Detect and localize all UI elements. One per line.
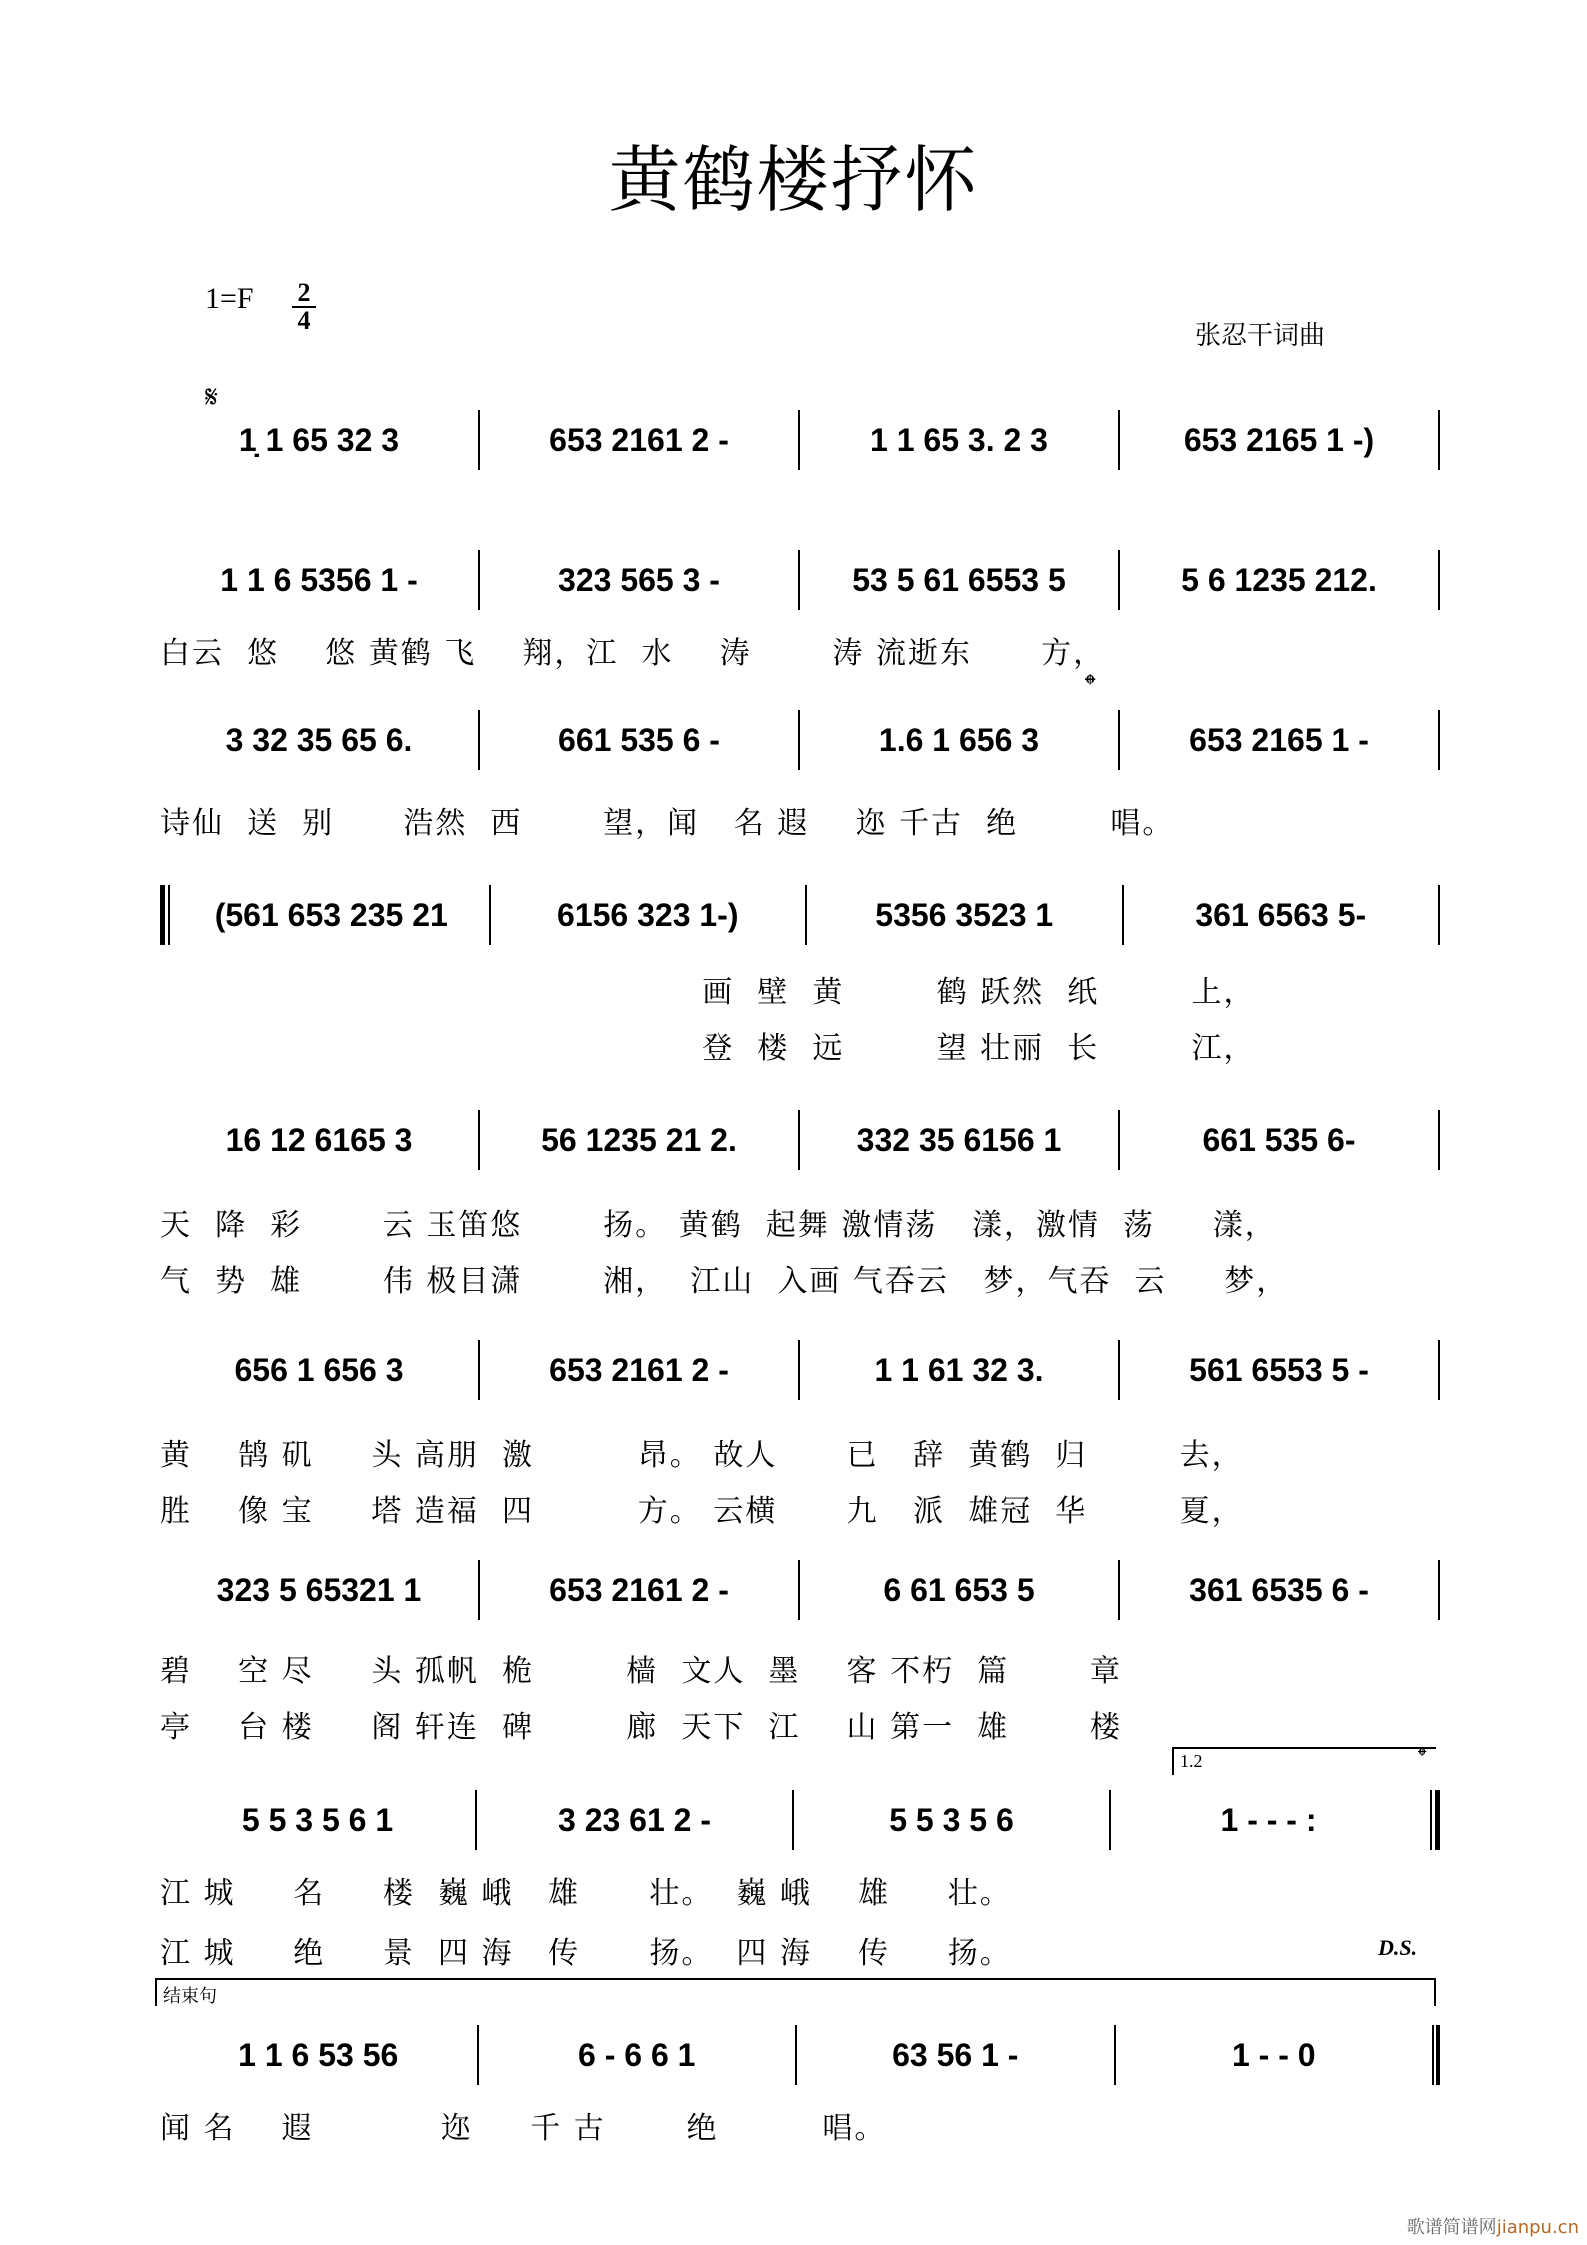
ending-bracket	[155, 1978, 1436, 2006]
time-numerator: 2	[292, 280, 316, 308]
measure-row	[160, 1340, 1440, 1400]
measure: 361 6535 6 -	[1189, 1571, 1369, 1608]
measure-row	[160, 410, 1440, 470]
lyric-line-verse-2: 胜 像 宝 塔 造福 四 方。 云横 九 派 雄冠 华 夏，	[160, 1494, 1244, 1529]
system-1	[160, 410, 1440, 470]
measure: 16 12 6165 3	[225, 1121, 413, 1158]
measure: 3 23 61 2 -	[558, 1801, 711, 1838]
measure-row	[160, 710, 1440, 770]
measure: 5356 3523 1	[875, 896, 1054, 933]
system-2	[160, 550, 1440, 671]
system-3	[160, 710, 1440, 841]
lyric-line-verse-1: 江 城 名 楼 巍 峨 雄 壮。 巍 峨 雄 壮。	[160, 1876, 1012, 1911]
system-7	[160, 1560, 1440, 1745]
lyric-line: 诗仙 送 别 浩然 西 望，闻 名 遐 迩 千古 绝 唱。	[160, 806, 1175, 841]
key-text: 1=F	[205, 282, 254, 315]
system-9	[160, 2025, 1440, 2146]
measure: 1 - - - :	[1220, 1801, 1317, 1838]
measure-row	[160, 1790, 1440, 1850]
lyric-line-verse-2: 登 楼 远 望 壮丽 长 江，	[160, 1031, 1256, 1066]
measure-row	[160, 2025, 1440, 2085]
lyric-line-verse-2: 气 势 雄 伟 极目潇 湘， 江山 入画 气吞云 梦，气吞 云 梦，	[160, 1264, 1289, 1299]
volta-bracket	[1172, 1747, 1436, 1775]
measure: 6156 323 1-)	[557, 896, 739, 933]
watermark	[1407, 2213, 1579, 2239]
watermark-en: jianpu.cn	[1496, 2217, 1579, 2238]
time-denominator: 4	[297, 306, 311, 335]
measure: 653 2165 1 -)	[1183, 421, 1375, 458]
measure-row	[160, 885, 1440, 945]
coda-icon: 𝄌	[1418, 1742, 1427, 1770]
measure: 53 5 61 6553 5	[852, 561, 1066, 598]
measure: 1 1 6 5356 1 -	[220, 561, 418, 598]
measure: 5 6 1235 212.	[1181, 561, 1377, 598]
time-signature	[292, 280, 316, 334]
ending-label: 结束句	[163, 1986, 217, 2006]
composer-credit: 张忍干词曲	[1195, 321, 1326, 351]
measure-row	[160, 550, 1440, 610]
measure: 6 - 6 6 1	[578, 2036, 696, 2073]
coda-icon: 𝄌	[1085, 668, 1096, 703]
measure: 1 - - 0	[1231, 2036, 1316, 2073]
barline	[1438, 885, 1440, 945]
lyric-line-verse-2: 江 城 绝 景 四 海 传 扬。 四 海 传 扬。	[160, 1936, 1012, 1971]
measure: 1 1 6 53 56	[238, 2036, 399, 2073]
measure: 3 32 35 65 6.	[225, 721, 413, 758]
barline	[1438, 710, 1440, 770]
measure: 653 2161 2 -	[549, 421, 729, 458]
repeat-start-barline	[160, 885, 174, 945]
lyric-line-verse-2: 亭 台 楼 阁 轩连 碑 廊 天下 江 山 第一 雄 楼	[160, 1710, 1122, 1745]
lyric-line-verse-1: 天 降 彩 云 玉笛悠 扬。 黄鹤 起舞 激情荡 漾，激情 荡 漾，	[160, 1208, 1277, 1243]
lyric-line-verse-1: 画 壁 黄 鹤 跃然 纸 上，	[160, 975, 1256, 1010]
measure: 1 1 61 32 3.	[874, 1351, 1044, 1388]
final-barline	[1432, 2025, 1440, 2085]
measure: 361 6563 5-	[1195, 896, 1367, 933]
measure-row	[160, 1110, 1440, 1170]
system-5	[160, 1110, 1440, 1299]
barline	[1438, 1110, 1440, 1170]
system-4	[160, 885, 1440, 1066]
measure: 1.6 1 656 3	[878, 721, 1040, 758]
key-signature	[205, 282, 254, 316]
measure: 6 61 653 5	[883, 1571, 1035, 1608]
measure: 653 2165 1 -	[1189, 721, 1369, 758]
song-title: 黄鹤楼抒怀	[608, 138, 979, 222]
repeat-end-barline	[1426, 1790, 1440, 1850]
lyric-line: 白云 悠 悠 黄鹤 飞 翔，江 水 涛 涛 流逝东 方，	[160, 636, 1106, 671]
measure: 5 5 3 5 6 1	[241, 1801, 394, 1838]
system-6	[160, 1340, 1440, 1529]
barline	[1438, 1560, 1440, 1620]
barline	[1438, 410, 1440, 470]
volta-label: 1.2	[1180, 1751, 1203, 1771]
measure: (561 653 235 21	[214, 896, 448, 933]
measure: 653 2161 2 -	[549, 1571, 729, 1608]
measure: 653 2161 2 -	[549, 1351, 729, 1388]
measure: 5 5 3 5 6	[889, 1801, 1014, 1838]
measure: 661 535 6-	[1202, 1121, 1356, 1158]
segno-icon: 𝄋	[205, 380, 218, 415]
measure: 661 535 6 -	[558, 721, 720, 758]
measure: 656 1 656 3	[234, 1351, 404, 1388]
barline	[1438, 550, 1440, 610]
barline	[1438, 1340, 1440, 1400]
lyric-line-verse-1: 碧 空 尽 头 孤帆 桅 樯 文人 墨 客 不朽 篇 章	[160, 1654, 1122, 1689]
measure: 332 35 6156 1	[856, 1121, 1062, 1158]
measure: 1 1 65 3. 2 3	[870, 421, 1048, 458]
measure: 56 1235 21 2.	[541, 1121, 737, 1158]
measure: 323 5 65321 1	[216, 1571, 422, 1608]
measure-row	[160, 1560, 1440, 1620]
lyric-line: 闻 名 遐 迩 千 古 绝 唱。	[160, 2111, 887, 2146]
dal-segno-marking: D.S.	[1378, 1935, 1418, 1960]
measure: 1̣ 1 65 32 3	[238, 421, 400, 458]
lyric-line-verse-1: 黄 鹄 矶 头 高朋 激 昂。 故人 已 辞 黄鹤 归 去，	[160, 1438, 1244, 1473]
measure: 323 565 3 -	[558, 561, 720, 598]
measure: 63 56 1 -	[892, 2036, 1019, 2073]
measure: 561 6553 5 -	[1189, 1351, 1369, 1388]
watermark-cn: 歌谱简谱网	[1406, 2217, 1497, 2238]
